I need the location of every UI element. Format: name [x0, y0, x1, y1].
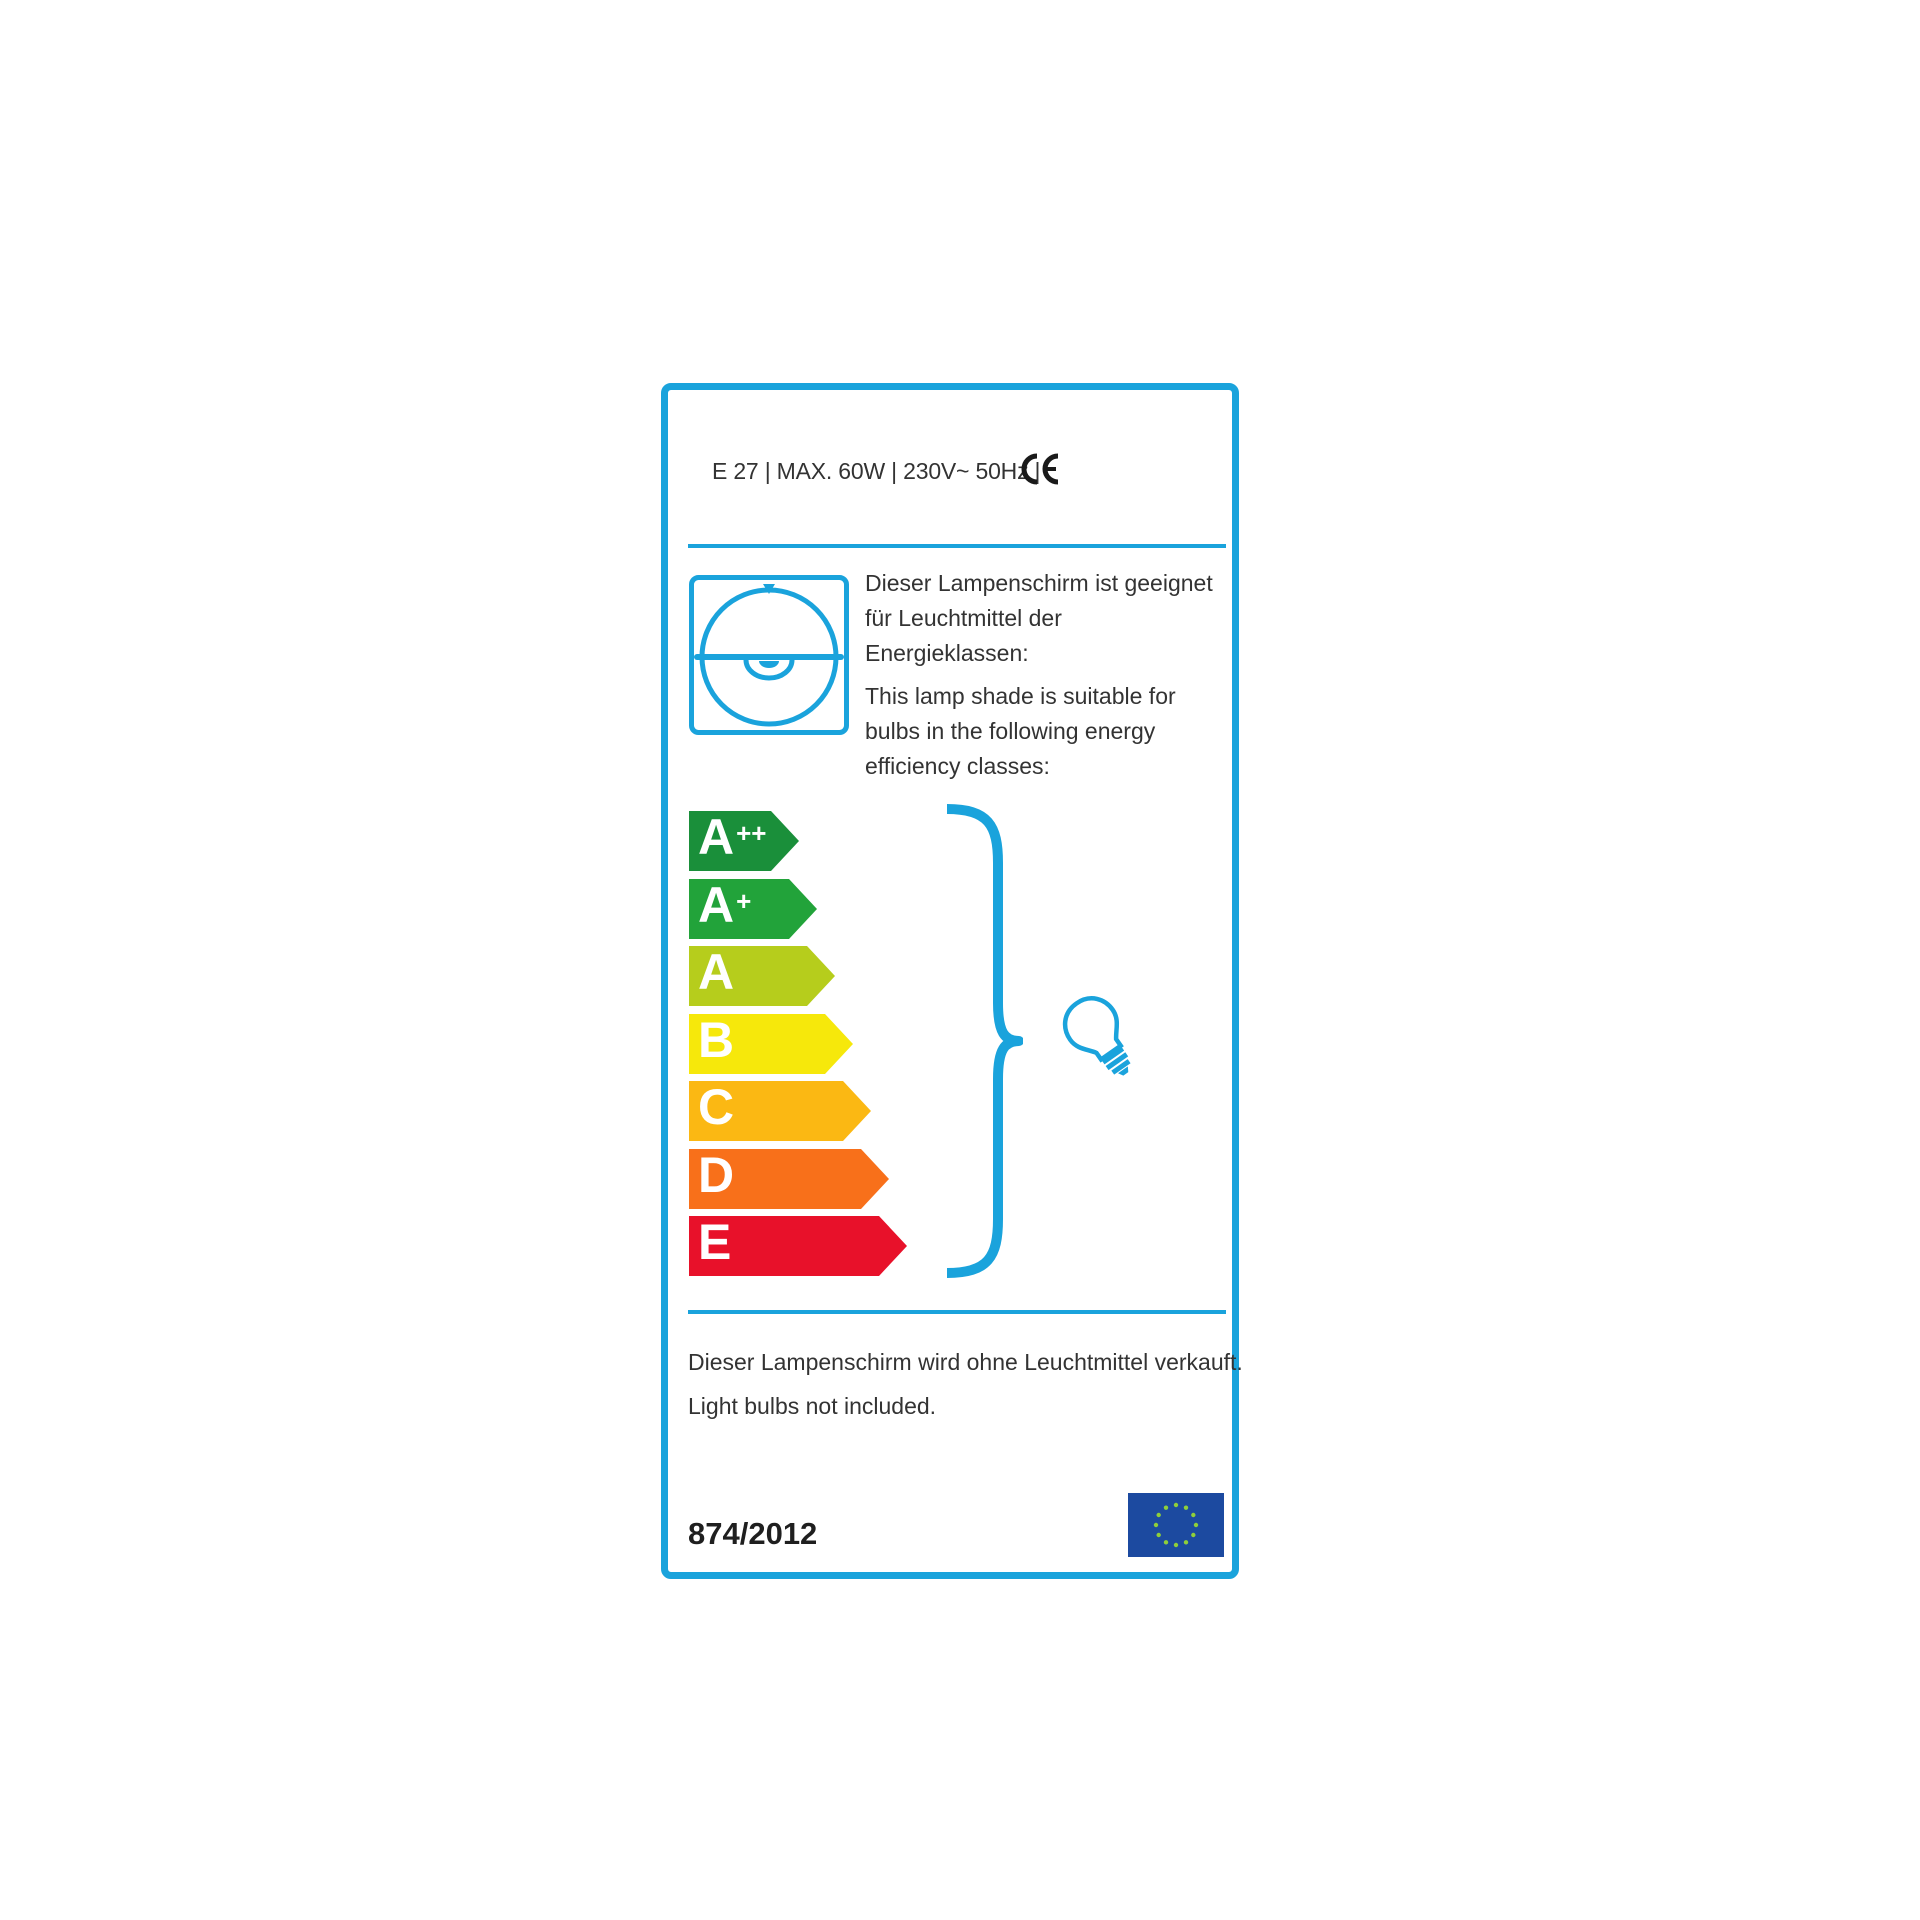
energy-class-letter: B [698, 1011, 735, 1068]
footer-german: Dieser Lampenschirm wird ohne Leuchtmittel verkauft. [688, 1349, 1243, 1375]
footer-text [688, 1340, 1243, 1428]
suitability-english: This lamp shade is suitable for bulbs in the following energy efficiency classes: [865, 683, 1176, 779]
eu-flag-star [1174, 1543, 1178, 1547]
ce-mark-icon [1020, 452, 1062, 486]
bottom-divider [688, 1310, 1226, 1314]
energy-label-card [661, 383, 1243, 1579]
energy-class-letter: E [698, 1214, 732, 1270]
eu-flag-star [1191, 1513, 1195, 1517]
regulation-number: 874/2012 [688, 1516, 818, 1551]
eu-flag-star [1184, 1505, 1188, 1509]
eu-flag-star [1184, 1540, 1188, 1544]
eu-flag-star [1174, 1503, 1178, 1507]
eu-flag-star [1194, 1523, 1198, 1527]
light-bulb-icon [1053, 990, 1148, 1085]
energy-class-scale [689, 811, 919, 1271]
eu-flag-icon [1128, 1493, 1224, 1557]
eu-flag-star [1156, 1513, 1160, 1517]
energy-class-b [689, 1011, 853, 1074]
eu-flag-star [1164, 1540, 1168, 1544]
energy-class-aplusplus [689, 811, 799, 871]
suitability-german: Dieser Lampenschirm ist geeignet für Leuchtmittel der Energieklassen: [865, 570, 1213, 666]
eu-flag-star [1164, 1505, 1168, 1509]
energy-class-c [689, 1081, 871, 1141]
top-divider [688, 544, 1226, 548]
energy-class-letter: D [698, 1146, 735, 1203]
suitability-text [865, 566, 1225, 792]
eu-flag-star [1154, 1523, 1158, 1527]
energy-class-letter: C [698, 1079, 735, 1135]
energy-class-a [689, 946, 835, 1006]
spec-line: E 27 | MAX. 60W | 230V~ 50Hz | [712, 458, 1041, 484]
curly-brace-icon [943, 803, 1023, 1279]
energy-class-letter: A [698, 944, 735, 1000]
energy-class-letter: A++ [698, 809, 767, 865]
eu-flag-star [1191, 1533, 1195, 1537]
energy-class-aplus [689, 876, 817, 939]
eu-flag-star [1156, 1533, 1160, 1537]
energy-class-letter: A+ [698, 876, 752, 933]
footer-english: Light bulbs not included. [688, 1393, 937, 1419]
energy-class-d [689, 1146, 889, 1209]
energy-class-e [689, 1216, 907, 1276]
pendant-lamp-icon [689, 575, 849, 735]
